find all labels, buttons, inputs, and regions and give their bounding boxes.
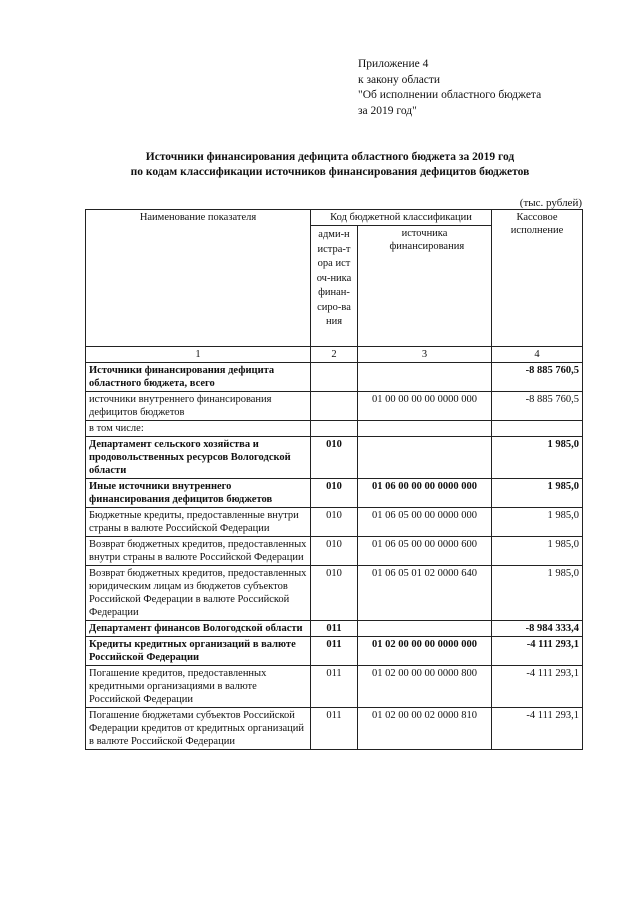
row-admin-code: 010 [311,566,358,621]
appendix-line: "Об исполнении областного бюджета [358,89,542,101]
row-cash-value: -4 111 293,1 [492,666,583,708]
row-admin-code: 010 [311,437,358,479]
row-source-code: 01 06 05 00 00 0000 600 [358,537,492,566]
row-source-code: 01 02 00 00 02 0000 810 [358,708,492,750]
row-name: Департамент финансов Вологодской области [86,621,311,637]
table-row [86,621,583,637]
column-number: 1 [86,347,311,363]
appendix-line: к закону области [358,73,441,86]
table-row [86,708,583,750]
row-name: Департамент сельского хозяйства и продовольственных ресурсов Вологодской области [86,437,311,479]
row-admin-code: 011 [311,637,358,666]
row-source-code: 01 06 05 00 00 0000 000 [358,508,492,537]
title-line: по кодам классификации источников финансирования дефицитов бюджетов [130,166,530,178]
row-source-code [358,437,492,479]
financing-sources-table [85,209,583,750]
header-source [358,226,492,347]
row-admin-code [311,392,358,421]
row-source-code: 01 06 00 00 00 0000 000 [358,479,492,508]
row-source-code: 01 02 00 00 00 0000 800 [358,666,492,708]
row-source-code [358,421,492,437]
row-cash-value: 1 985,0 [492,566,583,621]
table-row [86,392,583,421]
table-row [86,666,583,708]
row-name: в том числе: [86,421,311,437]
table-row [86,566,583,621]
table-row [86,437,583,479]
header-admin [311,226,358,347]
row-name: Погашение бюджетами субъектов Российской Федерации кредитов от кредитных организаций в валюте Российской Федерации [86,708,311,750]
header-admin-text: адми-нистра-тора источ-ника финан-сиро-вания [316,229,352,327]
appendix-line: за 2019 год" [358,104,417,117]
row-name: Погашение кредитов, предоставленных кредитными организациями в валюте Российской Федерации [86,666,311,708]
row-name: Кредиты кредитных организаций в валюте Российской Федерации [86,637,311,666]
table-row [86,363,583,392]
row-admin-code: 010 [311,537,358,566]
row-cash-value: -8 984 333,4 [492,621,583,637]
header-cash: Кассовое исполнение [492,210,583,347]
column-number: 2 [311,347,358,363]
table-row [86,637,583,666]
table-row [86,479,583,508]
row-admin-code: 011 [311,666,358,708]
row-source-code: 01 02 00 00 00 0000 000 [358,637,492,666]
appendix-line: Приложение 4 [358,58,429,70]
row-cash-value: -8 885 760,5 [492,363,583,392]
row-source-code: 01 00 00 00 00 0000 000 [358,392,492,421]
row-admin-code [311,421,358,437]
row-cash-value: -8 885 760,5 [492,392,583,421]
row-name: Бюджетные кредиты, предоставленные внутри страны в валюте Российской Федерации [86,508,311,537]
document-title [60,150,600,180]
header-source-text: источника финансирования [389,228,465,252]
header-name: Наименование показателя [86,210,311,347]
table-row [86,421,583,437]
row-cash-value: -4 111 293,1 [492,637,583,666]
appendix-note [358,57,541,119]
row-admin-code: 010 [311,508,358,537]
row-cash-value [492,421,583,437]
row-admin-code: 010 [311,479,358,508]
row-admin-code [311,363,358,392]
row-cash-value: 1 985,0 [492,479,583,508]
row-cash-value: 1 985,0 [492,508,583,537]
row-name: Источники финансирования дефицита областного бюджета, всего [86,363,311,392]
units-label: (тыс. рублей) [519,197,582,209]
title-line: Источники финансирования дефицита областного бюджета за 2019 год [145,151,515,163]
row-source-code [358,621,492,637]
column-number: 4 [492,347,583,363]
row-source-code: 01 06 05 01 02 0000 640 [358,566,492,621]
column-number: 3 [358,347,492,363]
table-row [86,537,583,566]
row-name: Возврат бюджетных кредитов, предоставленных юридическим лицам из бюджетов субъектов Российской Федерации в валюте Российской Федерации [86,566,311,621]
header-code: Код бюджетной классификации [311,210,492,226]
row-name: Возврат бюджетных кредитов, предоставленных внутри страны в валюте Российской Федерации [86,537,311,566]
row-admin-code: 011 [311,621,358,637]
table-row [86,508,583,537]
row-cash-value: 1 985,0 [492,537,583,566]
row-cash-value: 1 985,0 [492,437,583,479]
row-admin-code: 011 [311,708,358,750]
row-cash-value: -4 111 293,1 [492,708,583,750]
row-name: источники внутреннего финансирования дефицитов бюджетов [86,392,311,421]
table-body [86,363,583,750]
row-name: Иные источники внутреннего финансирования дефицитов бюджетов [86,479,311,508]
row-source-code [358,363,492,392]
